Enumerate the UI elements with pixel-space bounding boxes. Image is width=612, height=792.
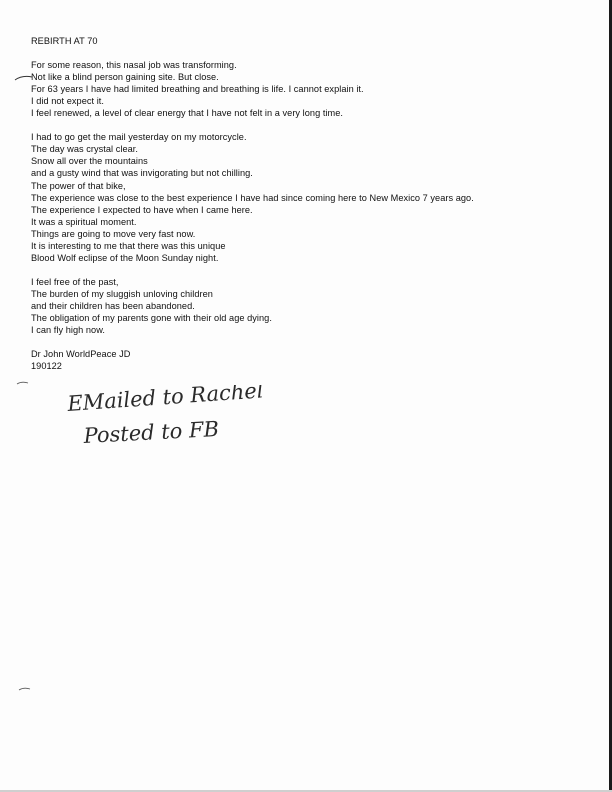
text-line: and a gusty wind that was invigorating but not chilling.	[31, 168, 253, 179]
text-line: I can fly high now.	[31, 325, 105, 336]
text-line: I did not expect it.	[31, 96, 105, 107]
text-line: Things are going to move very fast now.	[31, 228, 196, 239]
handwritten-note-posted: Posted to FB	[83, 416, 220, 448]
paragraph-2	[31, 131, 601, 264]
paragraph-3	[31, 276, 601, 336]
paragraph-gap	[31, 264, 601, 276]
signature-block	[31, 348, 601, 372]
document-title: REBIRTH AT 70	[31, 36, 98, 46]
text-line: It was a spiritual moment.	[31, 216, 137, 227]
text-line: It is interesting to me that there was this unique	[31, 240, 226, 251]
text-line: Blood Wolf eclipse of the Moon Sunday night.	[31, 252, 219, 263]
text-line: and their children has been abandoned.	[31, 300, 195, 311]
paragraph-gap	[31, 119, 601, 131]
text-line: Snow all over the mountains	[31, 156, 148, 167]
text-line: The burden of my sluggish unloving children	[31, 288, 213, 299]
margin-mark	[18, 686, 32, 692]
text-line: I had to go get the mail yesterday on my motorcycle.	[31, 132, 247, 143]
document-body	[31, 35, 601, 372]
text-line: Not like a blind person gaining site. But close.	[31, 72, 219, 83]
handwritten-note-emailed: EMailed to Rachel	[66, 385, 265, 416]
text-line: The day was crystal clear.	[31, 144, 138, 155]
margin-mark	[14, 74, 34, 82]
text-line: The power of that bike,	[31, 180, 126, 191]
text-line: The experience I expected to have when I came here.	[31, 204, 253, 215]
text-line: For some reason, this nasal job was transforming.	[31, 60, 237, 71]
author-name: Dr John WorldPeace JD	[31, 349, 131, 360]
paragraph-1	[31, 59, 601, 119]
handwritten-notes	[60, 385, 300, 455]
text-line: For 63 years I have had limited breathing and breathing is life. I cannot explain it.	[31, 84, 364, 95]
text-line: The obligation of my parents gone with their old age dying.	[31, 313, 272, 324]
document-date: 190122	[31, 361, 62, 372]
text-line: I feel renewed, a level of clear energy that I have not felt in a very long time.	[31, 108, 344, 119]
margin-mark	[16, 380, 30, 386]
text-line: I feel free of the past,	[31, 276, 119, 287]
paragraph-gap	[31, 336, 601, 348]
text-line: The experience was close to the best experience I have had since coming here to New Mexico 7 years ago.	[31, 192, 474, 203]
